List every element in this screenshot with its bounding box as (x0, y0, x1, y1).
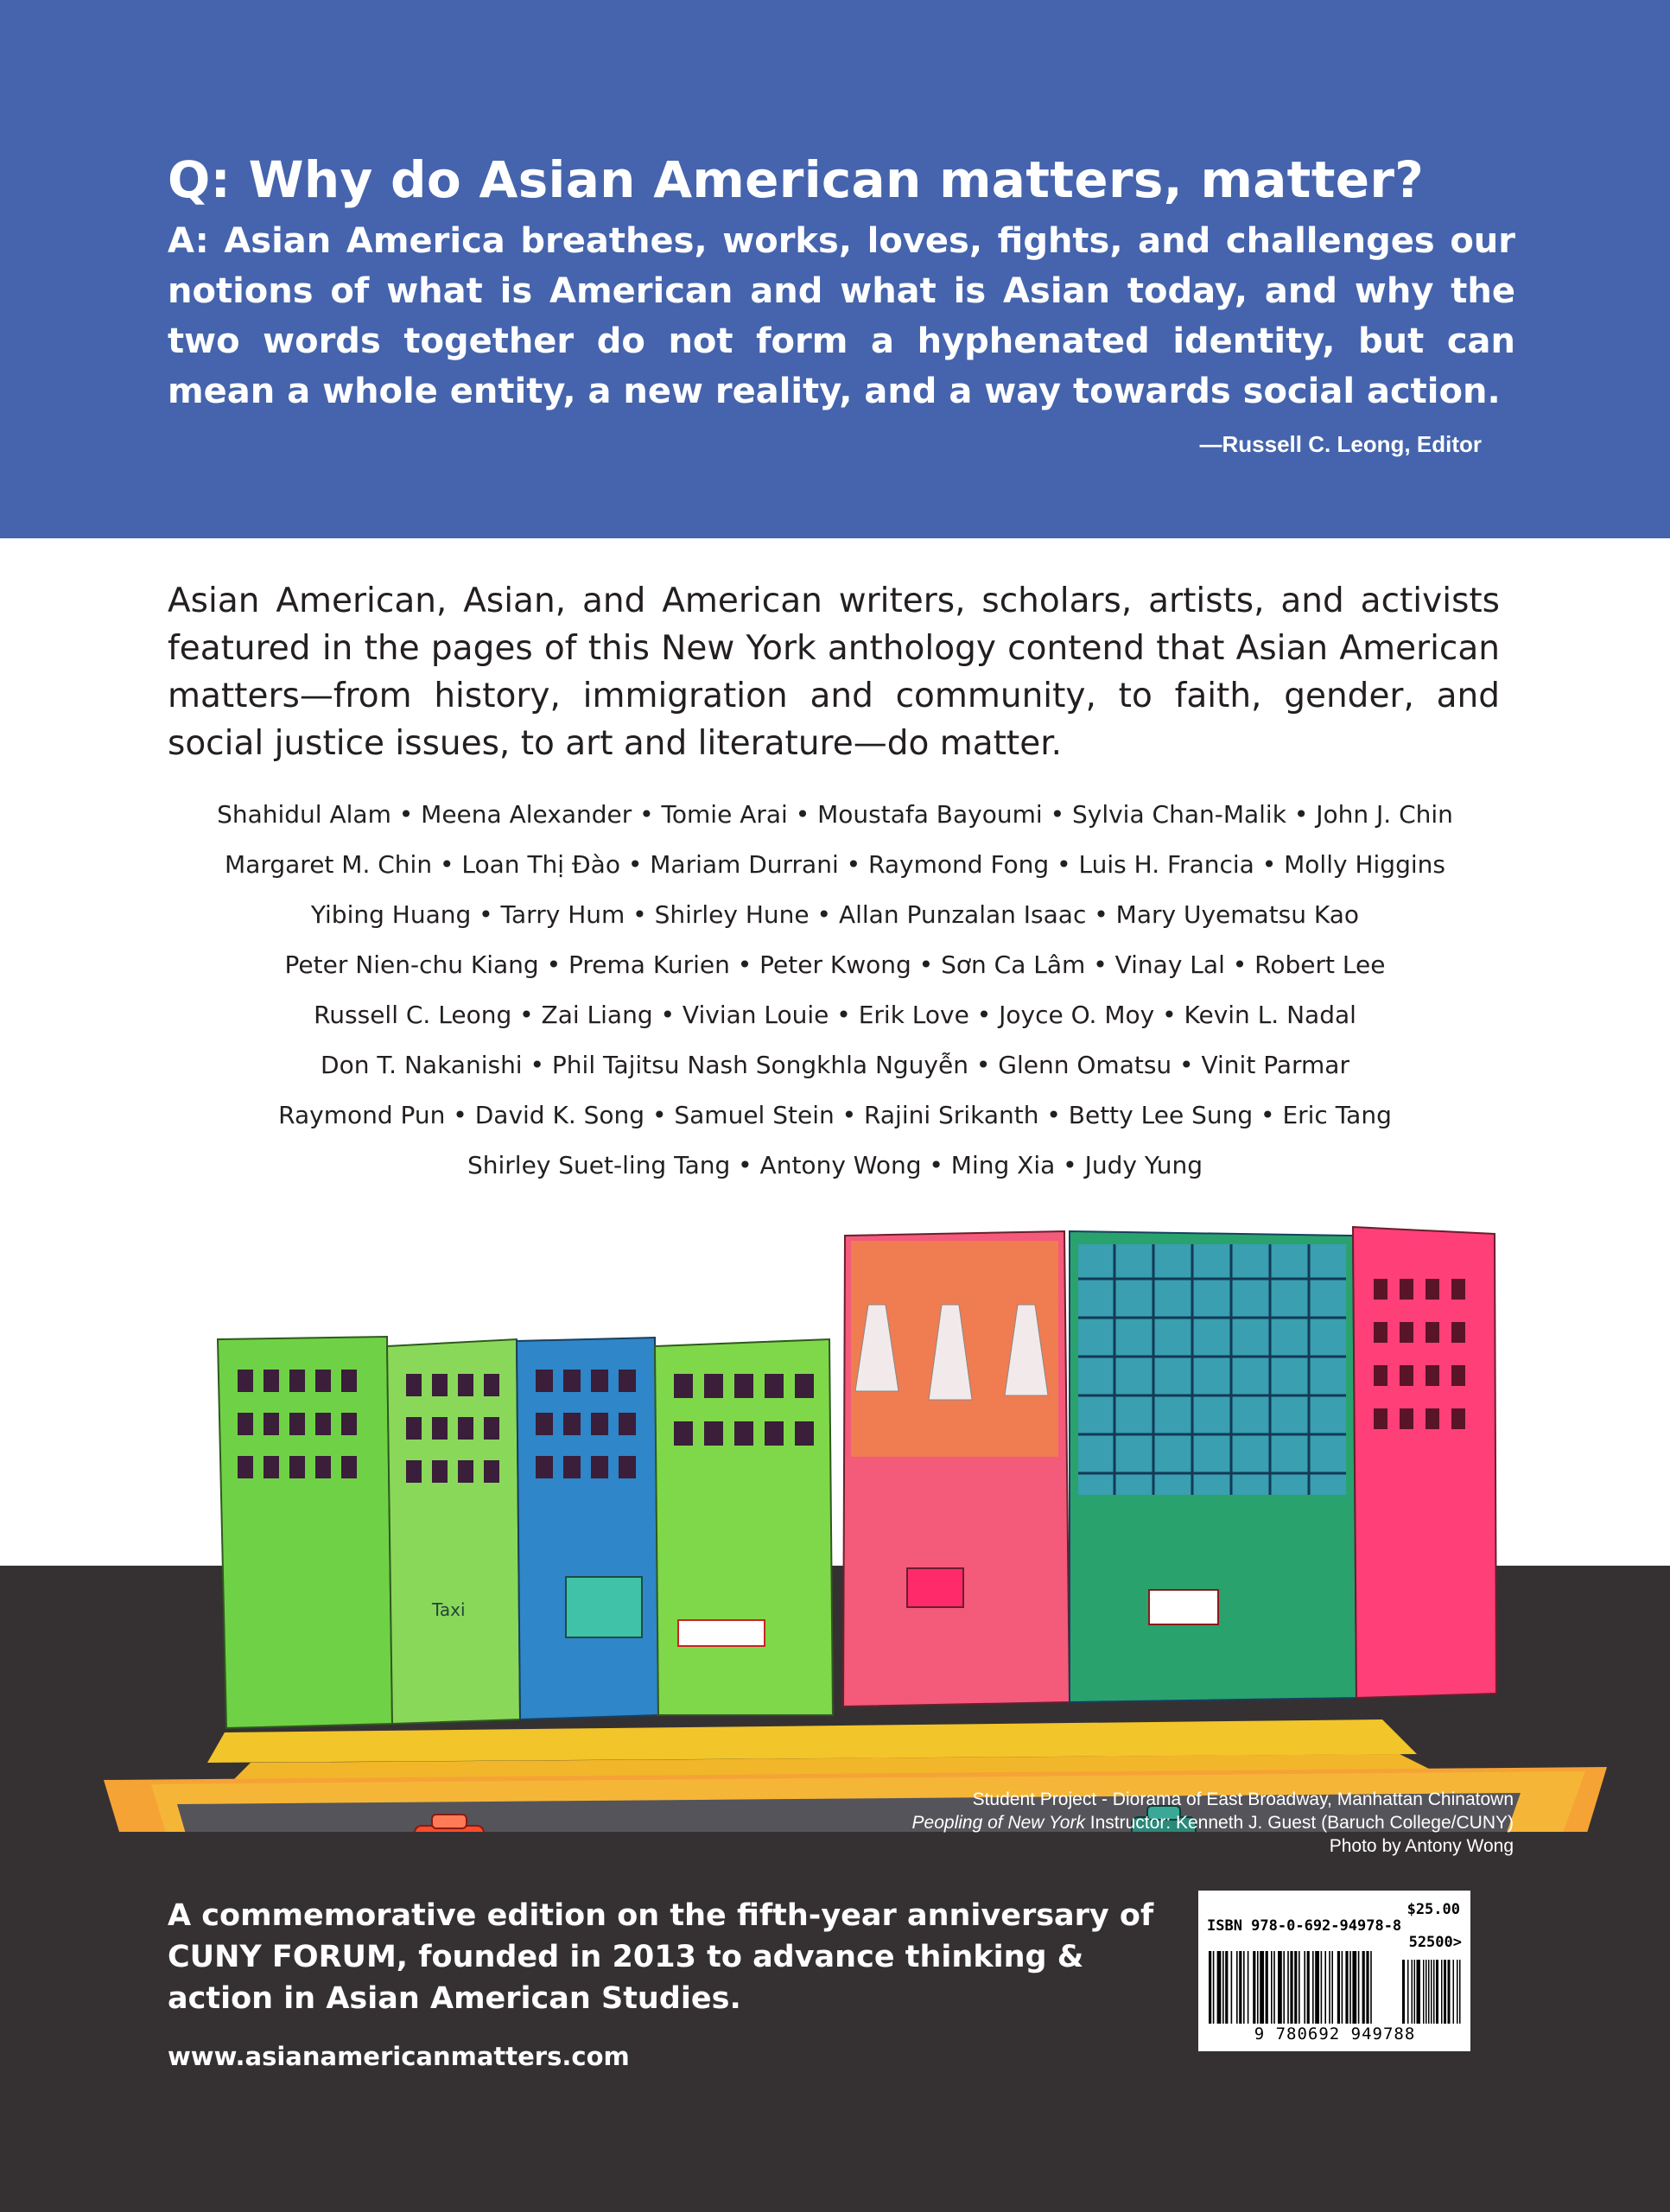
barcode-bars (1205, 1951, 1464, 2024)
caption-line (912, 1811, 1514, 1834)
top-quote-band (0, 0, 1670, 538)
caption-line: Photo by Antony Wong (1329, 1836, 1514, 1856)
contributors-line: Russell C. Leong • Zai Liang • Vivian Louie • Erik Love • Joyce O. Moy • Kevin L. Nadal (314, 1001, 1356, 1029)
caption-course-title: Peopling of New York (911, 1813, 1085, 1833)
isbn-label: ISBN 978-0-692-94978-8 (1207, 1917, 1402, 1935)
contributors-line: Margaret M. Chin • Loan Thị Đào • Mariam Durrani • Raymond Fong • Luis H. Francia • Molly Higgins (225, 850, 1445, 879)
price-code-label: 52500> (1408, 1934, 1462, 1951)
diorama-photo (0, 1210, 1670, 1832)
contributors-list (104, 790, 1566, 1191)
diorama-dresses (855, 1305, 1048, 1400)
contributors-line: Don T. Nakanishi • Phil Tajitsu Nash Songkhla Nguyễn • Glenn Omatsu • Vinit Parmar (321, 1051, 1349, 1079)
caption-line: Student Project - Diorama of East Broadway, Manhattan Chinatown (972, 1789, 1514, 1809)
commemorative-text: A commemorative edition on the fifth-year anniversary of CUNY FORUM, founded in 2013 to advance thinking & action in Asian American Studies. (168, 1898, 1154, 2016)
price-label: $25.00 (1406, 1901, 1460, 1918)
description-paragraph: Asian American, Asian, and American writers, scholars, artists, and activists featured in the pages of this New York anthology contend that Asian American matters—from history, immigration and community, to faith, gender, and social justice issues, to art and literature—do matter. (168, 582, 1500, 763)
contributors-line: Shahidul Alam • Meena Alexander • Tomie Arai • Moustafa Bayoumi • Sylvia Chan-Malik • John J. Chin (217, 800, 1453, 829)
question-heading: Q: Why do Asian American matters, matter? (168, 150, 1425, 209)
answer-text: A: Asian America breathes, works, loves, fights, and challenges our notions of what is American and what is Asian today, and why the two words together do not form a hyphenated identity, but can mean a whole entity, a new reality, and a way towards social action. (168, 221, 1515, 411)
website-link[interactable]: www.asianamericanmatters.com (168, 2042, 630, 2071)
contributors-line: Shirley Suet-ling Tang • Antony Wong • Ming Xia • Judy Yung (467, 1151, 1203, 1179)
contributors-line: Raymond Pun • David K. Song • Samuel Stein • Rajini Srikanth • Betty Lee Sung • Eric Tang (278, 1101, 1392, 1129)
barcode-number: 9 780692 949788 (1254, 2024, 1416, 2044)
contributors-line: Yibing Huang • Tarry Hum • Shirley Hune • Allan Punzalan Isaac • Mary Uyematsu Kao (310, 900, 1360, 929)
caption-instructor: Instructor: Kenneth J. Guest (Baruch College/CUNY) (1084, 1813, 1514, 1833)
photo-caption (912, 1788, 1514, 1858)
taxi-sign: Taxi (432, 1599, 466, 1620)
isbn-barcode (1198, 1891, 1470, 2051)
quote-attribution: —Russell C. Leong, Editor (1199, 431, 1482, 457)
contributors-line: Peter Nien-chu Kiang • Prema Kurien • Peter Kwong • Sơn Ca Lâm • Vinay Lal • Robert Lee (284, 950, 1386, 979)
